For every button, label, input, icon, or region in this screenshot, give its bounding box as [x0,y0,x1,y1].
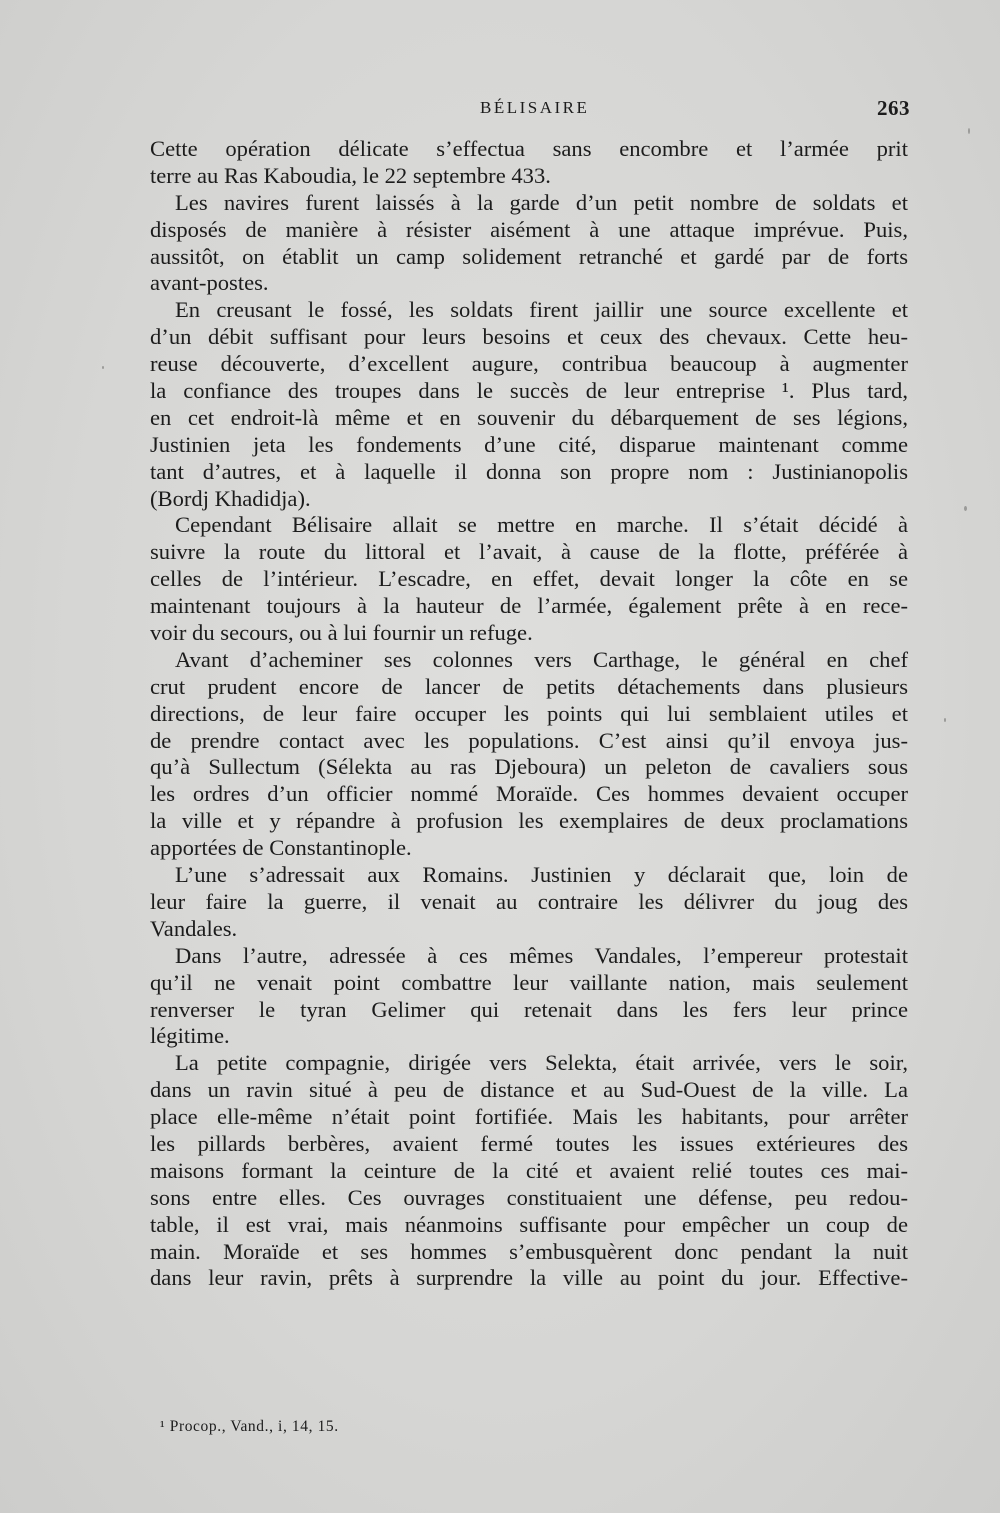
running-title: BÉLISAIRE [480,98,590,117]
text-line: en cet endroit-là même et en souvenir du débarquement de ses légions, [150,404,908,430]
text-line: suivre la route du littoral et l’avait, à cause de la flotte, préférée à [150,539,908,565]
text-line: La petite compagnie, dirigée vers Selekta, était arrivée, vers le soir, [175,1050,908,1076]
text-line: voir du secours, ou à lui fournir un refuge. [150,620,533,646]
text-line: leur faire la guerre, il venait au contraire les délivrer du joug des [150,888,908,914]
text-line: En creusant le fossé, les soldats firent jaillir une source excellente et [175,297,908,323]
paper-speck [102,366,104,369]
text-line: L’une s’adressait aux Romains. Justinien y déclarait que, loin de [175,862,908,888]
text-line: qu’à Sullectum (Sélekta au ras Djeboura) un peleton de cavaliers sous [150,754,908,780]
text-line: Justinien jeta les fondements d’une cité, disparue maintenant comme [150,431,908,457]
text-line: Avant d’acheminer ses colonnes vers Carthage, le général en chef [175,646,908,672]
text-line: terre au Ras Kaboudia, le 22 septembre 433. [150,162,551,188]
text-line: Cette opération délicate s’effectua sans encombre et l’armée prit [150,136,908,161]
text-line: tant d’autres, et à laquelle il donna son propre nom : Justinianopolis [150,458,908,484]
text-line: dans leur ravin, prêts à surprendre la ville au point du jour. Effective- [150,1265,908,1291]
text-line: les pillards berbères, avaient fermé toutes les issues extérieures des [150,1130,908,1156]
text-line: avant-postes. [150,270,269,296]
text-line: Les navires furent laissés à la garde d’un petit nombre de soldats et [175,189,908,215]
page-number: 263 [877,96,910,120]
text-line: les ordres d’un officier nommé Moraïde. Ces hommes devaient occuper [150,781,908,807]
text-line: disposés de manière à résister aisément à une attaque imprévue. Puis, [150,216,908,242]
text-line: maisons formant la ceinture de la cité et avaient relié toutes ces mai- [150,1157,908,1183]
text-line: Dans l’autre, adressée à ces mêmes Vandales, l’empereur protestait [175,942,908,968]
body-text [150,136,908,1292]
text-line: (Bordj Khadidja). [150,485,311,511]
text-line: dans un ravin situé à peu de distance et au Sud-Ouest de la ville. La [150,1077,908,1103]
text-line: sons entre elles. Ces ouvrages constituaient une défense, peu redou- [150,1184,908,1210]
text-line: la confiance des troupes dans le succès de leur entreprise ¹. Plus tard, [150,378,908,404]
text-line: Vandales. [150,915,238,941]
text-line: légitime. [150,1023,230,1049]
running-head [150,92,910,122]
text-line: directions, de leur faire occuper les points qui lui semblaient utiles et [150,700,908,726]
text-line: la ville et y répandre à profusion les exemplaires de deux proclamations [150,808,908,834]
text-line: place elle-même n’était point fortifiée. Mais les habitants, pour arrêter [150,1104,908,1130]
text-line: apportées de Constantinople. [150,835,412,861]
text-line: renverser le tyran Gelimer qui retenait dans les fers leur prince [150,996,908,1022]
footnote: ¹ Procop., Vand., i, 14, 15. [160,1418,339,1435]
paper-speck [968,128,970,134]
text-line: de prendre contact avec les populations. C’est ainsi qu’il envoya jus- [150,727,908,753]
text-line: table, il est vrai, mais néanmoins suffisante pour empêcher un coup de [150,1211,908,1237]
text-line: reuse découverte, d’excellent augure, contribua beaucoup à augmenter [150,351,908,377]
text-line: d’un débit suffisant pour leurs besoins et ceux des chevaux. Cette heu- [150,324,908,350]
text-line: maintenant toujours à la hauteur de l’armée, également prête à en rece- [150,593,908,619]
text-line: Cependant Bélisaire allait se mettre en marche. Il s’était décidé à [175,512,908,538]
paper-speck [964,506,967,511]
text-line: crut prudent encore de lancer de petits détachements dans plusieurs [150,673,908,699]
text-line: main. Moraïde et ses hommes s’embusquèrent donc pendant la nuit [150,1238,908,1264]
paper-speck [944,718,946,722]
text-line: qu’il ne venait point combattre leur vaillante nation, mais seulement [150,969,908,995]
text-line: celles de l’intérieur. L’escadre, en effet, devait longer la côte en se [150,566,908,592]
text-line: aussitôt, on établit un camp solidement retranché et gardé par de forts [150,243,908,269]
